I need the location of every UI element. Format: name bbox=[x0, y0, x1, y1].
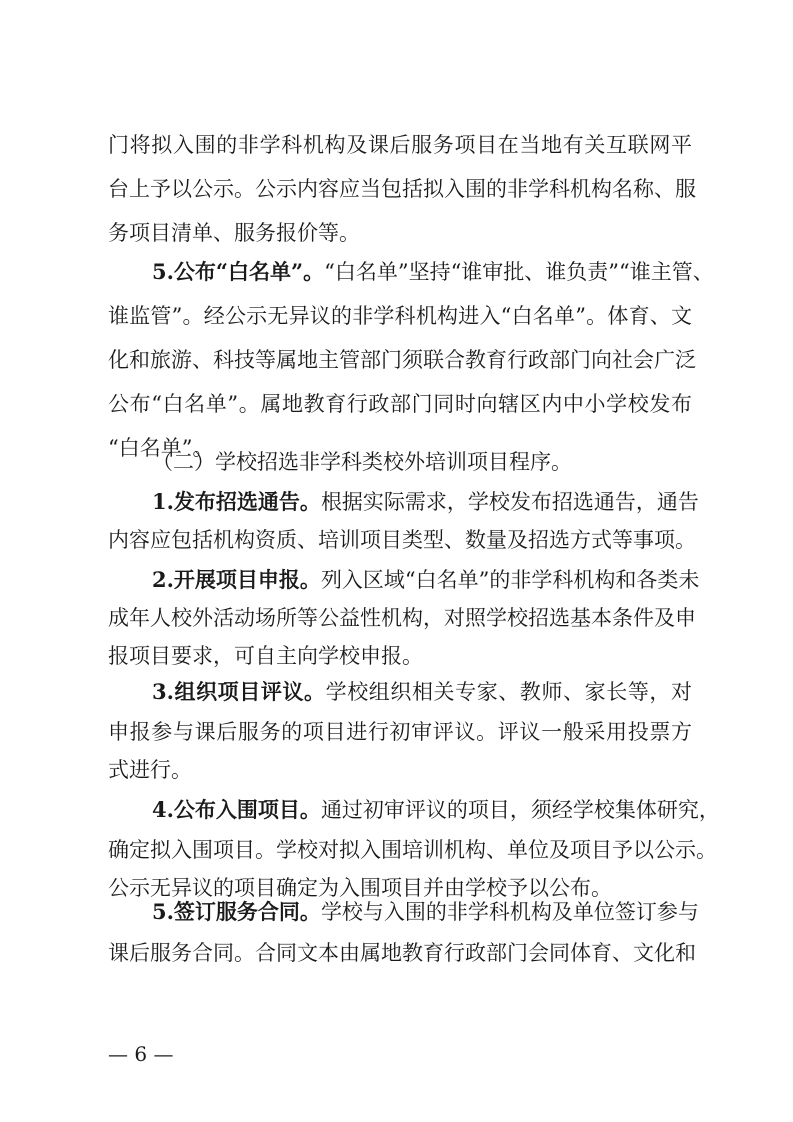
body-line-18 bbox=[152, 788, 720, 832]
line-text: 谁监管”。经公示无异议的非学科机构进入“白名单”。体育、文 bbox=[108, 304, 692, 328]
item-heading: 4.公布入围项目。 bbox=[152, 797, 321, 822]
line-text: 学校组织相关专家、教师、家长等，对 bbox=[325, 680, 692, 704]
line-text: 公布“白名单”。属地教育行政部门同时向辖区内中小学校发布 bbox=[108, 392, 692, 416]
body-line-1 bbox=[108, 123, 692, 167]
item-heading: 5.签订服务合同。 bbox=[152, 899, 321, 924]
line-text: 课后服务合同。合同文本由属地教育行政部门会同体育、文化和 bbox=[108, 941, 696, 965]
line-text: 申报参与课后服务的项目进行初审评议。评议一般采用投票方 bbox=[108, 720, 692, 744]
item-heading: 1.发布招选通告。 bbox=[152, 489, 321, 514]
line-text: 根据实际需求，学校发布招选通告，通告 bbox=[320, 490, 699, 514]
line-text: 台上予以公示。公示内容应当包括拟入围的非学科机构名称、服 bbox=[108, 177, 696, 201]
page-number: — 6 — bbox=[108, 1042, 174, 1066]
body-line-11 bbox=[108, 518, 696, 562]
item-heading: 5.公布“白名单”。 bbox=[152, 259, 325, 284]
line-text: 务项目清单、服务报价等。 bbox=[108, 221, 360, 245]
line-text: 列入区域“白名单”的非学科机构和各类未 bbox=[320, 568, 700, 592]
line-text: 确定拟入围项目。学校对拟入围培训机构、单位及项目予以公示。 bbox=[108, 838, 717, 862]
body-line-6 bbox=[108, 338, 696, 382]
line-text: “白名单”。 bbox=[108, 436, 214, 460]
line-text: 学校与入围的非学科机构及单位签订参与 bbox=[320, 900, 699, 924]
body-line-7 bbox=[108, 382, 692, 426]
body-line-4 bbox=[152, 250, 714, 294]
body-line-2 bbox=[108, 167, 696, 211]
section-heading bbox=[152, 440, 692, 484]
body-line-3 bbox=[108, 211, 692, 255]
body-line-21 bbox=[152, 890, 699, 934]
line-text: 内容应包括机构资质、培训项目类型、数量及招选方式等事项。 bbox=[108, 528, 696, 552]
line-text: 化和旅游、科技等属地主管部门须联合教育行政部门向社会广泛 bbox=[108, 348, 696, 372]
body-line-17 bbox=[108, 748, 692, 792]
line-text: 成年人校外活动场所等公益性机构，对照学校招选基本条件及申 bbox=[108, 606, 696, 630]
item-heading: 3.组织项目评议。 bbox=[152, 679, 326, 704]
body-line-15 bbox=[152, 670, 692, 714]
body-line-22 bbox=[108, 931, 696, 975]
line-text: 门将拟入围的非学科机构及课后服务项目在当地有关互联网平 bbox=[108, 133, 692, 157]
line-text: “白名单”坚持“谁审批、谁负责”“谁主管、 bbox=[324, 260, 714, 284]
body-line-5 bbox=[108, 294, 692, 338]
line-text: 通过初审评议的项目，须经学校集体研究， bbox=[320, 798, 720, 822]
line-text: 报项目要求，可自主向学校申报。 bbox=[108, 644, 423, 668]
item-heading: 2.开展项目申报。 bbox=[152, 567, 321, 592]
line-text: 公示无异议的项目确定为入围项目并由学校予以公布。 bbox=[108, 876, 612, 900]
line-text: 式进行。 bbox=[108, 758, 192, 782]
line-text: （二）学校招选非学科类校外培训项目程序。 bbox=[152, 450, 572, 474]
